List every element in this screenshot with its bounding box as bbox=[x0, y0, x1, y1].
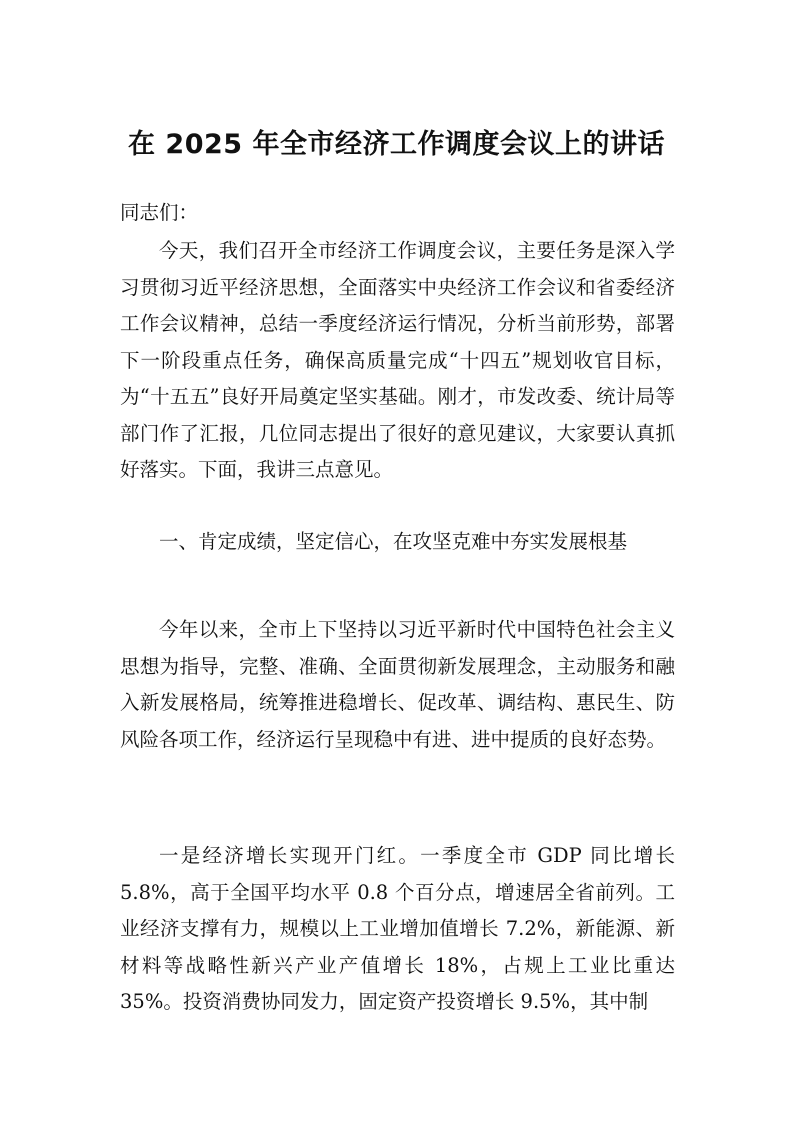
paragraph-achievements: 今年以来，全市上下坚持以习近平新时代中国特色社会主义思想为指导，完整、准确、全面贯彻新发展理念，主动服务和融入新发展格局，统筹推进稳增长、促改革、调结构、惠民生、防风险各项工作，经济运行呈现稳中有进、进中提质的良好态势。 bbox=[120, 618, 675, 751]
paragraph-economic-growth: 一是经济增长实现开门红。一季度全市 GDP 同比增长 5.8%，高于全国平均水平 0.8 个百分点，增速居全省前列。工业经济支撑有力，规模以上工业增加值增长 7.2%，新能源、新材料等战略性新兴产业产值增长 18%，占规上工业比重达 35%。投资消费协同发力，固定资产投资增长 9.5%，其中制 bbox=[120, 844, 675, 1013]
paragraph-opening: 今天，我们召开全市经济工作调度会议，主要任务是深入学习贯彻习近平经济思想，全面落实中央经济工作会议和省委经济工作会议精神，总结一季度经济运行情况，分析当前形势，部署下一阶段重点任务，确保高质量完成“十四五”规划收官目标，为“十五五”良好开局奠定坚实基础。刚才，市发改委、统计局等部门作了汇报，几位同志提出了很好的意见建议，大家要认真抓好落实。下面，我讲三点意见。 bbox=[120, 239, 675, 481]
document-title: 在 2025 年全市经济工作调度会议上的讲话 bbox=[128, 129, 665, 160]
section-heading-1: 一、肯定成绩，坚定信心，在攻坚克难中夯实发展根基 bbox=[159, 530, 628, 553]
salutation: 同志们： bbox=[120, 201, 199, 224]
